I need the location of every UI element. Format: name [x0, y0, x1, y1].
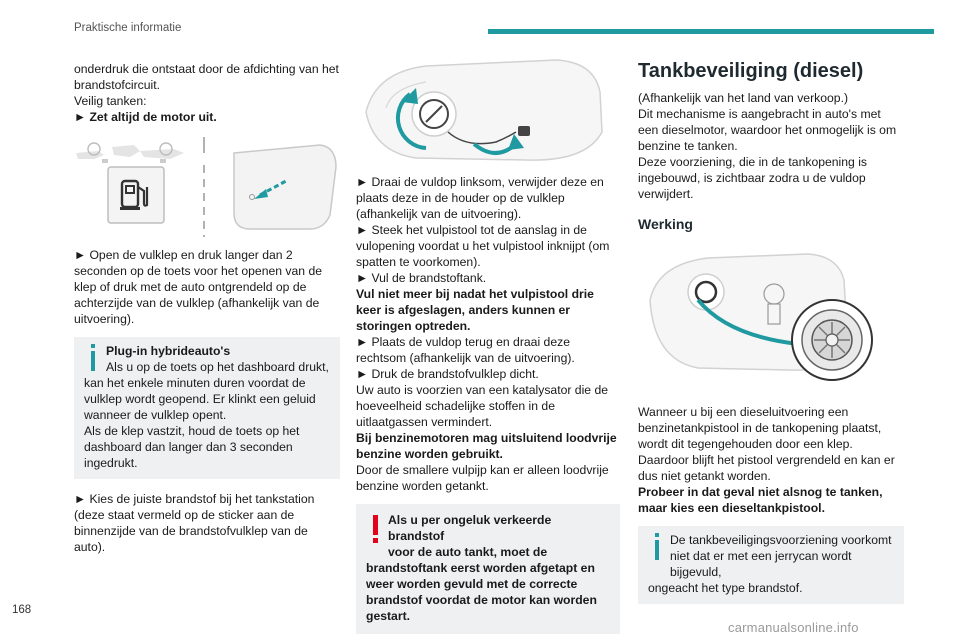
country-note: (Afhankelijk van het land van verkoop.) [638, 91, 849, 105]
hybrid-note [74, 337, 340, 479]
header-accent-bar [488, 29, 934, 34]
warning-line1: Als u per ongeluk verkeerde brandstof [388, 513, 552, 543]
narrow-pipe-text: Door de smallere vulpijp kan er alleen loodvrije benzine worden getankt. [356, 463, 609, 493]
safe-title: Veilig tanken: [74, 94, 147, 108]
hybrid-note-stuck: Als de klep vastzit, houd de toets op het dashboard dan langer dan 3 seconden ingedrukt. [84, 424, 300, 470]
column-3 [638, 58, 904, 604]
column-1 [74, 61, 340, 555]
hybrid-note-line1: Als u op de toets op het dashboard drukt, [106, 360, 329, 374]
warning-no-topup: Vul niet meer bij nadat het vulpistool drie keer is afgeslagen, anders kunnen er storingen optreden. [356, 287, 594, 333]
step-replace-cap: ► Plaats de vuldop terug en draai deze rechtsom (afhankelijk van de uitvoering). [356, 335, 575, 365]
step-choose-fuel: ► Kies de juiste brandstof bij het tankstation (deze staat vermeld op de sticker aan de binnenzijde van de brandstofvulklep van de auto). [74, 492, 315, 554]
fuel-flap-button-icon [76, 137, 204, 163]
use-diesel-nozzle-text: Probeer in dat geval niet alsnog te tanken, maar kies een dieseltankpistool. [638, 485, 883, 515]
step-remove-cap: ► Draai de vuldop linksom, verwijder deze en plaats deze in de houder op de vulklep (afhankelijk van de uitvoering). [356, 175, 604, 221]
unleaded-only-text: Bij benzinemotoren mag uitsluitend loodvrije benzine worden gebruikt. [356, 431, 617, 461]
misfuel-device-illustration [638, 240, 904, 390]
jerrycan-note-line2: niet dat er met een jerrycan wordt bijgevuld, [670, 549, 852, 579]
jerrycan-note-line1: De tankbeveiligingsvoorziening voorkomt [670, 533, 892, 547]
mechanism-text: Dit mechanisme is aangebracht in auto's met een dieselmotor, waardoor het onmogelijk is om benzine te tanken. [638, 107, 897, 153]
info-icon [646, 532, 668, 562]
page-number: 168 [12, 604, 32, 616]
intro-text: onderdruk die ontstaat door de afdichting van het brandstofcircuit. [74, 62, 339, 92]
jerrycan-note [638, 526, 904, 604]
visibility-text: Deze voorziening, die in de tankopening is ingebouwd, is zichtbaar zodra u de vuldop verwijdert. [638, 155, 868, 201]
wrong-fuel-warning [356, 504, 620, 634]
column-2 [356, 52, 620, 634]
info-icon [82, 343, 104, 373]
fuel-cap-illustration [356, 52, 620, 164]
subsection-heading: Werking [638, 216, 693, 232]
fuel-flap-illustration [74, 137, 340, 237]
section-heading: Tankbeveiliging (diesel) [638, 60, 864, 82]
hybrid-note-body: kan het enkele minuten duren voordat de vulklep wordt geopend. Er klinkt een geluid wanneer de vulklep opent. [84, 376, 316, 422]
catalyst-text: Uw auto is voorzien van een katalysator die de hoeveelheid schadelijke stoffen in de uitlaatgassen vermindert. [356, 383, 609, 429]
blocking-flap-text: Wanneer u bij een dieseluitvoering een benzinetankpistool in de tankopening plaatst, wordt dit tegengehouden door een klep. Daardoor blijft het pistool vergrendeld en kan er dus niet getankt worden. [638, 405, 895, 483]
exclamation-icon [364, 514, 386, 544]
step-open-flap: ► Open de vulklep en druk langer dan 2 seconden op de toets voor het openen van de klep of druk met de auto ontgrendeld op de achterzijde van de vulklep (afhankelijk van de uitvoering). [74, 248, 323, 326]
section-title: Praktische informatie [74, 22, 182, 34]
warning-body: brandstoftank eerst worden afgetapt en weer worden gevuld met de correcte brandstof voordat de motor kan worden gestart. [366, 561, 597, 623]
watermark: carmanualsonline.info [728, 620, 859, 635]
hybrid-note-title: Plug-in hybrideauto's [106, 344, 231, 358]
step-engine-off: ► Zet altijd de motor uit. [74, 110, 217, 124]
jerrycan-note-line3: ongeacht het type brandstof. [648, 581, 803, 595]
step-insert-nozzle: ► Steek het vulpistool tot de aanslag in de vulopening voordat u het vulpistool inknijpt (om spatten te voorkomen). [356, 223, 610, 269]
warning-line2: voor de auto tankt, moet de [388, 545, 548, 559]
step-close-flap: ► Druk de brandstofvulklep dicht. [356, 367, 539, 381]
step-fill-tank: ► Vul de brandstoftank. [356, 271, 487, 285]
